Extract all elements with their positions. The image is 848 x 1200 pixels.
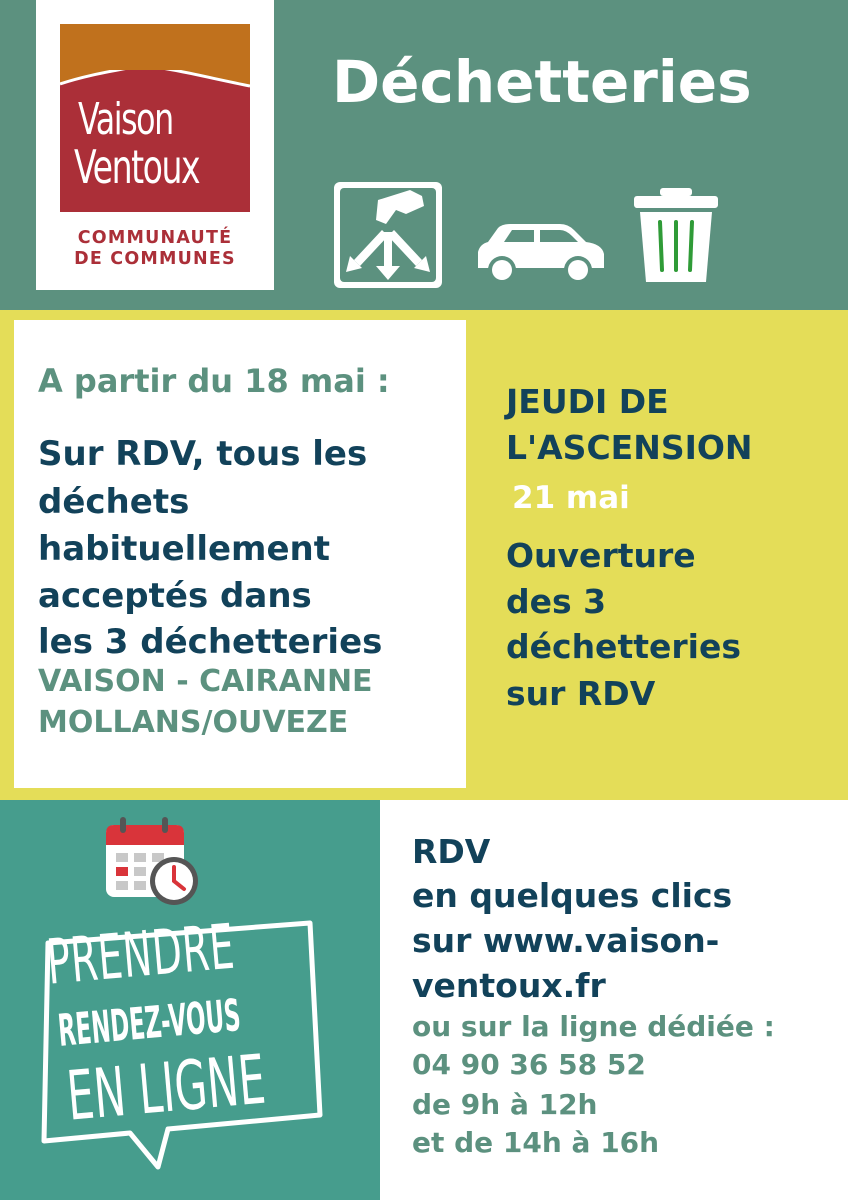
page-title: Déchetteries [332,48,752,116]
contact-line: RDV [412,832,491,871]
holiday-info-line: sur RDV [506,674,656,713]
calendar-clock-icon [104,815,202,907]
holiday-date: 21 mai [512,480,630,516]
start-date-heading: A partir du 18 mai : [38,362,390,400]
booking-graphic-text [36,909,326,1162]
holiday-info-line: des 3 [506,582,607,621]
town-list-line: VAISON - CAIRANNE [38,664,373,699]
logo-name-line2: Ventoux [74,140,200,194]
trash-bin-icon [632,186,720,284]
hours-morning: de 9h à 12h [412,1088,598,1121]
town-list-line: MOLLANS/OUVEZE [38,705,349,740]
logo-mountain [60,70,250,212]
car-icon [474,222,608,288]
contact-website-line[interactable]: sur www.vaison- [412,921,720,960]
holiday-info-line: Ouverture [506,536,696,575]
contact-line: en quelques clics [412,876,733,915]
info-line: acceptés dans [38,576,312,616]
holiday-info-line: déchetteries [506,627,741,666]
booking-line-prendre: PRENDRE [44,909,238,999]
info-line: habituellement [38,529,330,569]
holiday-heading-line: L'ASCENSION [506,428,753,467]
phone-number[interactable]: 04 90 36 58 52 [412,1048,646,1081]
info-line: les 3 déchetteries [38,622,383,662]
info-line: déchets [38,482,190,522]
logo-subtitle-line2: DE COMMUNES [74,249,236,269]
booking-line-rendez-vous: RENDEZ-VOUS [56,990,243,1057]
recycle-hand-icon [332,180,444,290]
contact-website-line[interactable]: ventoux.fr [412,966,606,1005]
info-line: Sur RDV, tous les [38,434,368,474]
hours-afternoon: et de 14h à 16h [412,1126,660,1159]
holiday-heading-line: JEUDI DE [506,382,669,421]
phone-intro: ou sur la ligne dédiée : [412,1010,775,1043]
booking-line-en-ligne: EN LIGNE [64,1040,269,1137]
logo-subtitle-line1: COMMUNAUTÉ [77,228,233,248]
logo-name-line1: Vaison [78,94,173,145]
